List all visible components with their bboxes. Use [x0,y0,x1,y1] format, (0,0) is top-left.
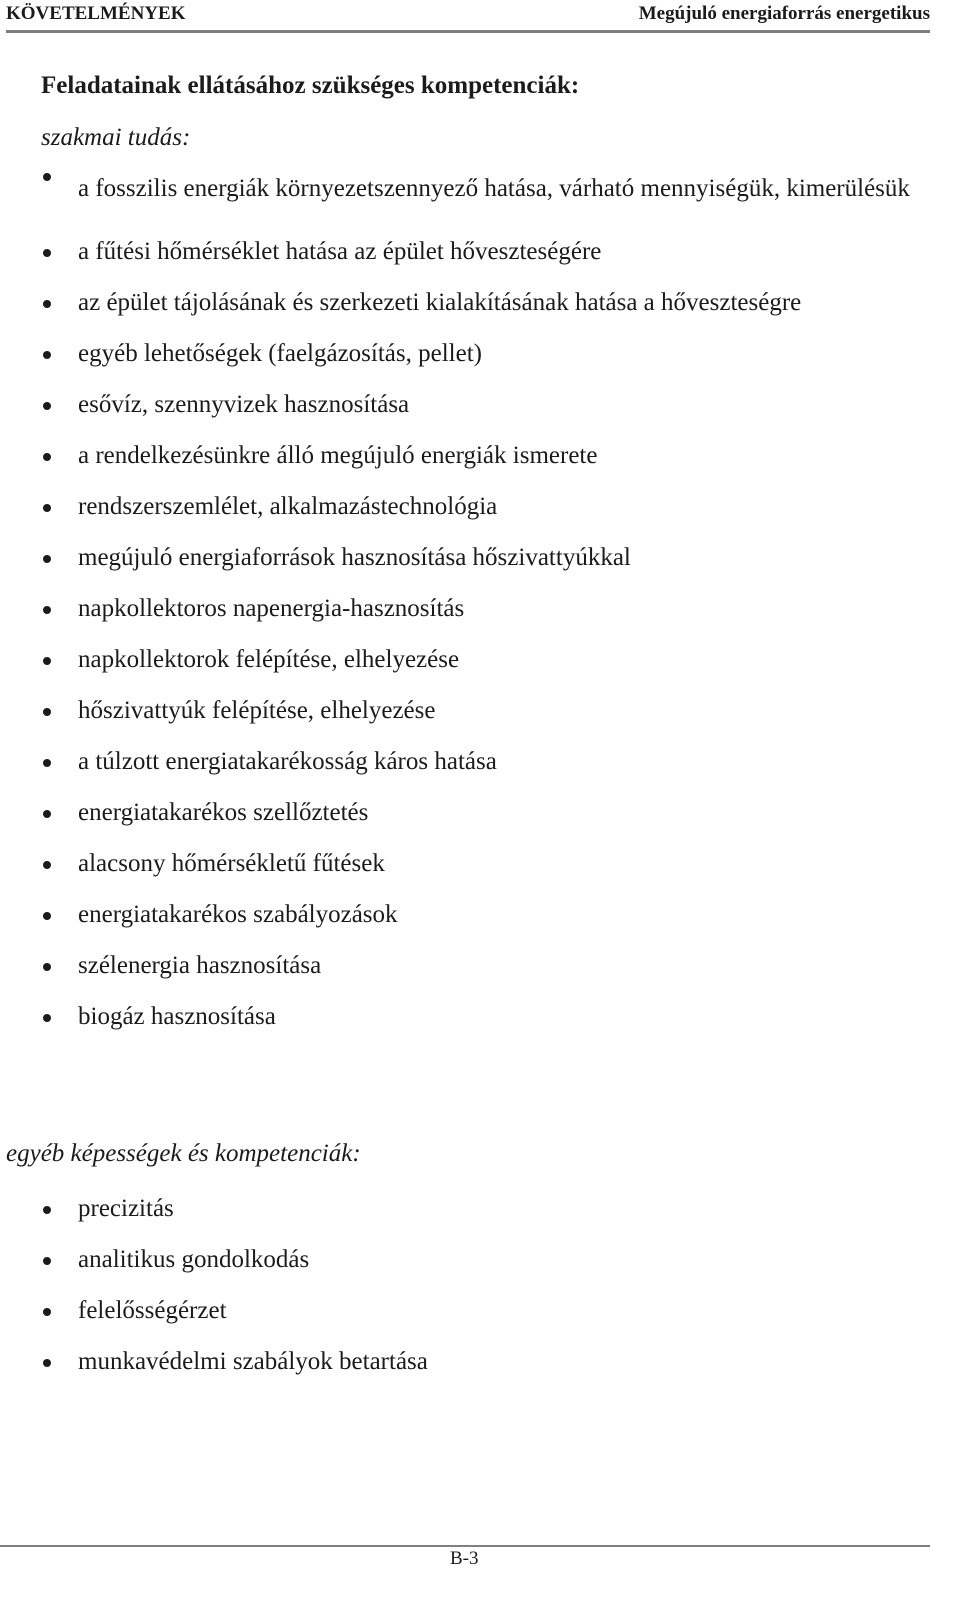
bullet-icon [43,504,51,512]
bullet-icon [43,1014,51,1022]
list-item [0,953,930,979]
list-item [0,163,930,214]
other-abilities-list [0,1196,930,1400]
list-item-text: napkollektoros napenergia-hasznosítás [78,595,465,622]
list-item-text: a fosszilis energiák környezetszennyező hatása, várható mennyiségük, kimerülésük [78,175,910,202]
bullet-icon [43,759,51,767]
list-item-text: energiatakarékos szellőztetés [78,799,369,826]
list-item-text: napkollektorok felépítése, elhelyezése [78,646,460,673]
list-item-text: precizitás [78,1195,174,1222]
list-item [0,392,930,418]
list-item [0,698,930,724]
list-item-text: munkavédelmi szabályok betartása [78,1348,428,1375]
bullet-icon [43,810,51,818]
bullet-icon [43,861,51,869]
bullet-icon [43,173,51,181]
bullet-icon [43,1206,51,1214]
list-item [0,800,930,826]
bullet-icon [43,1257,51,1265]
bullet-icon [43,963,51,971]
bullet-icon [43,555,51,563]
header-right-title: Megújuló energiaforrás energetikus [638,3,930,24]
list-item [0,749,930,775]
list-item [0,1349,930,1375]
bullet-icon [43,351,51,359]
list-item-text: energiatakarékos szabályozások [78,901,398,928]
list-item [0,290,930,316]
list-item-text: a rendelkezésünkre álló megújuló energiák ismerete [78,442,598,469]
bullet-icon [43,402,51,410]
list-item-text: a túlzott energiatakarékosság káros hatása [78,748,497,775]
page-title: Feladatainak ellátásához szükséges kompetenciák: [41,72,580,99]
bullet-icon [43,453,51,461]
section-label-professional-knowledge: szakmai tudás: [41,124,191,151]
list-item [0,851,930,877]
list-item-text: alacsony hőmérsékletű fűtések [78,850,385,877]
bullet-icon [43,1308,51,1316]
page-header [6,0,930,33]
list-item-text: egyéb lehetőségek (faelgázosítás, pellet) [78,340,482,367]
list-item-text: felelősségérzet [78,1297,227,1324]
list-item [0,902,930,928]
list-item-text: rendszerszemlélet, alkalmazástechnológia [78,493,498,520]
bullet-icon [43,606,51,614]
list-item-text: a fűtési hőmérséklet hatása az épület hőveszteségére [78,238,602,265]
list-item [0,1247,930,1273]
header-left-title: KÖVETELMÉNYEK [6,3,186,24]
list-item-text: biogáz hasznosítása [78,1003,276,1030]
bullet-icon [43,300,51,308]
list-item [0,596,930,622]
list-item-text: esővíz, szennyvizek hasznosítása [78,391,410,418]
bullet-icon [43,657,51,665]
bullet-icon [43,912,51,920]
header-divider [6,30,930,33]
list-item [0,494,930,520]
list-item [0,647,930,673]
list-item-text: megújuló energiaforrások hasznosítása hőszivattyúkkal [78,544,631,571]
list-item [0,1298,930,1324]
list-item [0,341,930,367]
section-label-other-abilities: egyéb képességek és kompetenciák: [6,1140,361,1167]
bullet-icon [43,249,51,257]
professional-knowledge-list [0,175,930,1055]
list-item-text: szélenergia hasznosítása [78,952,322,979]
footer-divider [0,1545,930,1547]
list-item [0,443,930,469]
list-item [0,1004,930,1030]
list-item [0,545,930,571]
list-item-text: hőszivattyúk felépítése, elhelyezése [78,697,436,724]
bullet-icon [43,708,51,716]
list-item [0,239,930,265]
page-number: B-3 [450,1548,479,1569]
list-item [0,1196,930,1222]
list-item-text: az épület tájolásának és szerkezeti kialakításának hatása a hőveszteségre [78,289,802,316]
list-item-text: analitikus gondolkodás [78,1246,310,1273]
bullet-icon [43,1359,51,1367]
